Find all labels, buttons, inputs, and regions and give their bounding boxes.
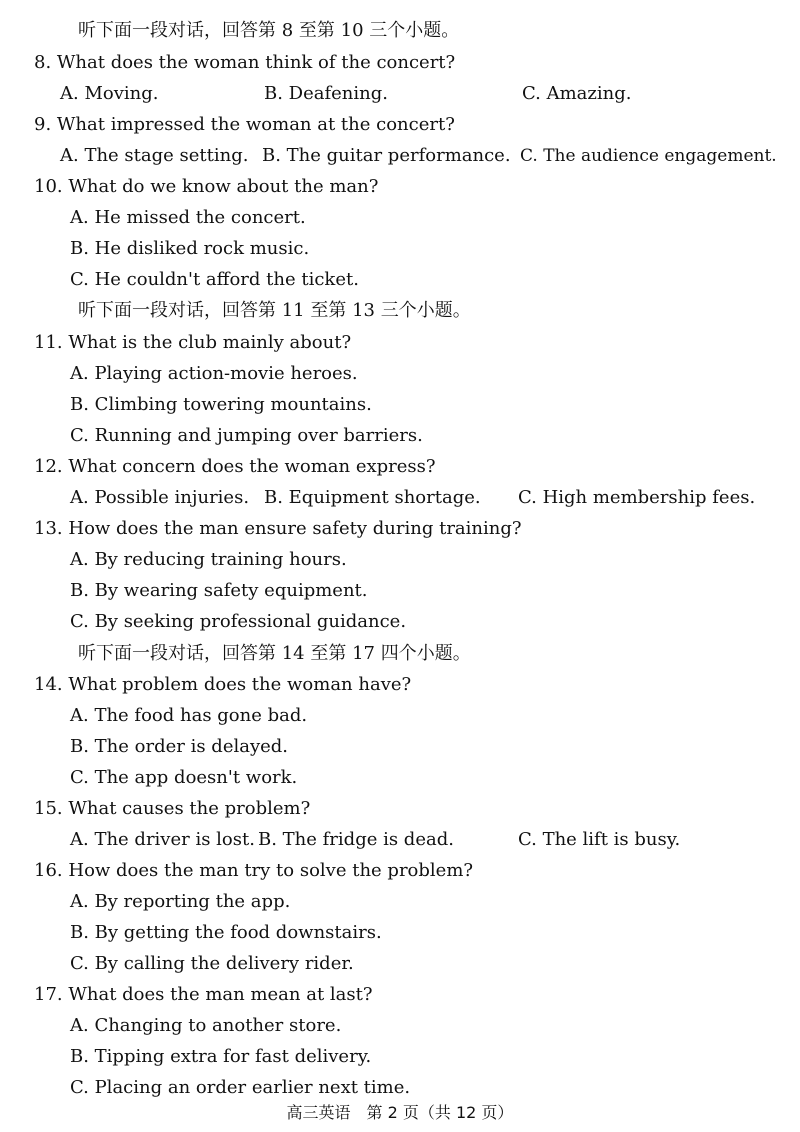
option: C. High membership fees. bbox=[518, 487, 756, 508]
option: A. By reporting the app. bbox=[70, 891, 291, 912]
question-text: What concern does the woman express? bbox=[68, 456, 436, 477]
question-11 bbox=[34, 332, 351, 354]
option: B. Deafening. bbox=[264, 83, 388, 104]
option: A. He missed the concert. bbox=[70, 207, 306, 228]
option: C. The app doesn't work. bbox=[70, 767, 298, 788]
option: B. By getting the food downstairs. bbox=[70, 922, 382, 943]
option: B. The guitar performance. bbox=[262, 145, 511, 166]
option: C. The audience engagement. bbox=[520, 146, 777, 166]
question-number: 10. bbox=[34, 176, 63, 197]
question-9 bbox=[34, 114, 455, 136]
option: C. He couldn't afford the ticket. bbox=[70, 269, 359, 290]
page-footer: 高三英语 第 2 页（共 12 页） bbox=[286, 1103, 514, 1122]
question-number: 8. bbox=[34, 52, 52, 73]
option: C. By calling the delivery rider. bbox=[70, 953, 354, 974]
option: C. By seeking professional guidance. bbox=[70, 611, 407, 632]
section-instruction: 听下面一段对话，回答第 8 至第 10 三个小题。 bbox=[78, 20, 460, 41]
option: A. Possible injuries. bbox=[70, 487, 250, 508]
section-instruction: 听下面一段对话，回答第 14 至第 17 四个小题。 bbox=[78, 643, 471, 664]
option: C. Running and jumping over barriers. bbox=[70, 425, 423, 446]
question-text: What causes the problem? bbox=[68, 798, 311, 819]
question-text: What does the man mean at last? bbox=[68, 984, 373, 1005]
question-text: What is the club mainly about? bbox=[68, 332, 352, 353]
question-number: 16. bbox=[34, 860, 63, 881]
question-15 bbox=[34, 798, 310, 820]
question-14 bbox=[34, 674, 411, 696]
question-text: How does the man ensure safety during training? bbox=[68, 518, 522, 539]
option: B. Equipment shortage. bbox=[264, 487, 481, 508]
question-10 bbox=[34, 176, 378, 198]
question-text: What does the woman think of the concert? bbox=[56, 52, 456, 73]
question-number: 11. bbox=[34, 332, 63, 353]
question-number: 12. bbox=[34, 456, 63, 477]
question-number: 9. bbox=[34, 114, 52, 135]
question-number: 17. bbox=[34, 984, 63, 1005]
option: B. By wearing safety equipment. bbox=[70, 580, 368, 601]
option: B. Tipping extra for fast delivery. bbox=[70, 1046, 372, 1067]
option: A. Changing to another store. bbox=[70, 1015, 342, 1036]
question-text: What problem does the woman have? bbox=[68, 674, 412, 695]
option: A. Moving. bbox=[60, 83, 159, 104]
question-8 bbox=[34, 52, 455, 74]
question-text: How does the man try to solve the problem? bbox=[68, 860, 474, 881]
question-number: 15. bbox=[34, 798, 63, 819]
section-instruction: 听下面一段对话，回答第 11 至第 13 三个小题。 bbox=[78, 300, 471, 321]
option: C. Placing an order earlier next time. bbox=[70, 1077, 411, 1098]
option: B. He disliked rock music. bbox=[70, 238, 310, 259]
option: A. By reducing training hours. bbox=[70, 549, 347, 570]
question-number: 13. bbox=[34, 518, 63, 539]
option: B. The fridge is dead. bbox=[258, 829, 454, 850]
option: B. Climbing towering mountains. bbox=[70, 394, 372, 415]
option: A. The driver is lost. bbox=[70, 829, 255, 850]
question-text: What do we know about the man? bbox=[68, 176, 379, 197]
option: B. The order is delayed. bbox=[70, 736, 289, 757]
option: A. Playing action-movie heroes. bbox=[70, 363, 358, 384]
question-13 bbox=[34, 518, 522, 540]
question-17 bbox=[34, 984, 373, 1006]
option: C. Amazing. bbox=[522, 83, 632, 104]
question-12 bbox=[34, 456, 436, 478]
option: C. The lift is busy. bbox=[518, 829, 681, 850]
option: A. The stage setting. bbox=[60, 145, 249, 166]
question-16 bbox=[34, 860, 473, 882]
question-text: What impressed the woman at the concert? bbox=[56, 114, 455, 135]
question-number: 14. bbox=[34, 674, 63, 695]
option: A. The food has gone bad. bbox=[70, 705, 308, 726]
